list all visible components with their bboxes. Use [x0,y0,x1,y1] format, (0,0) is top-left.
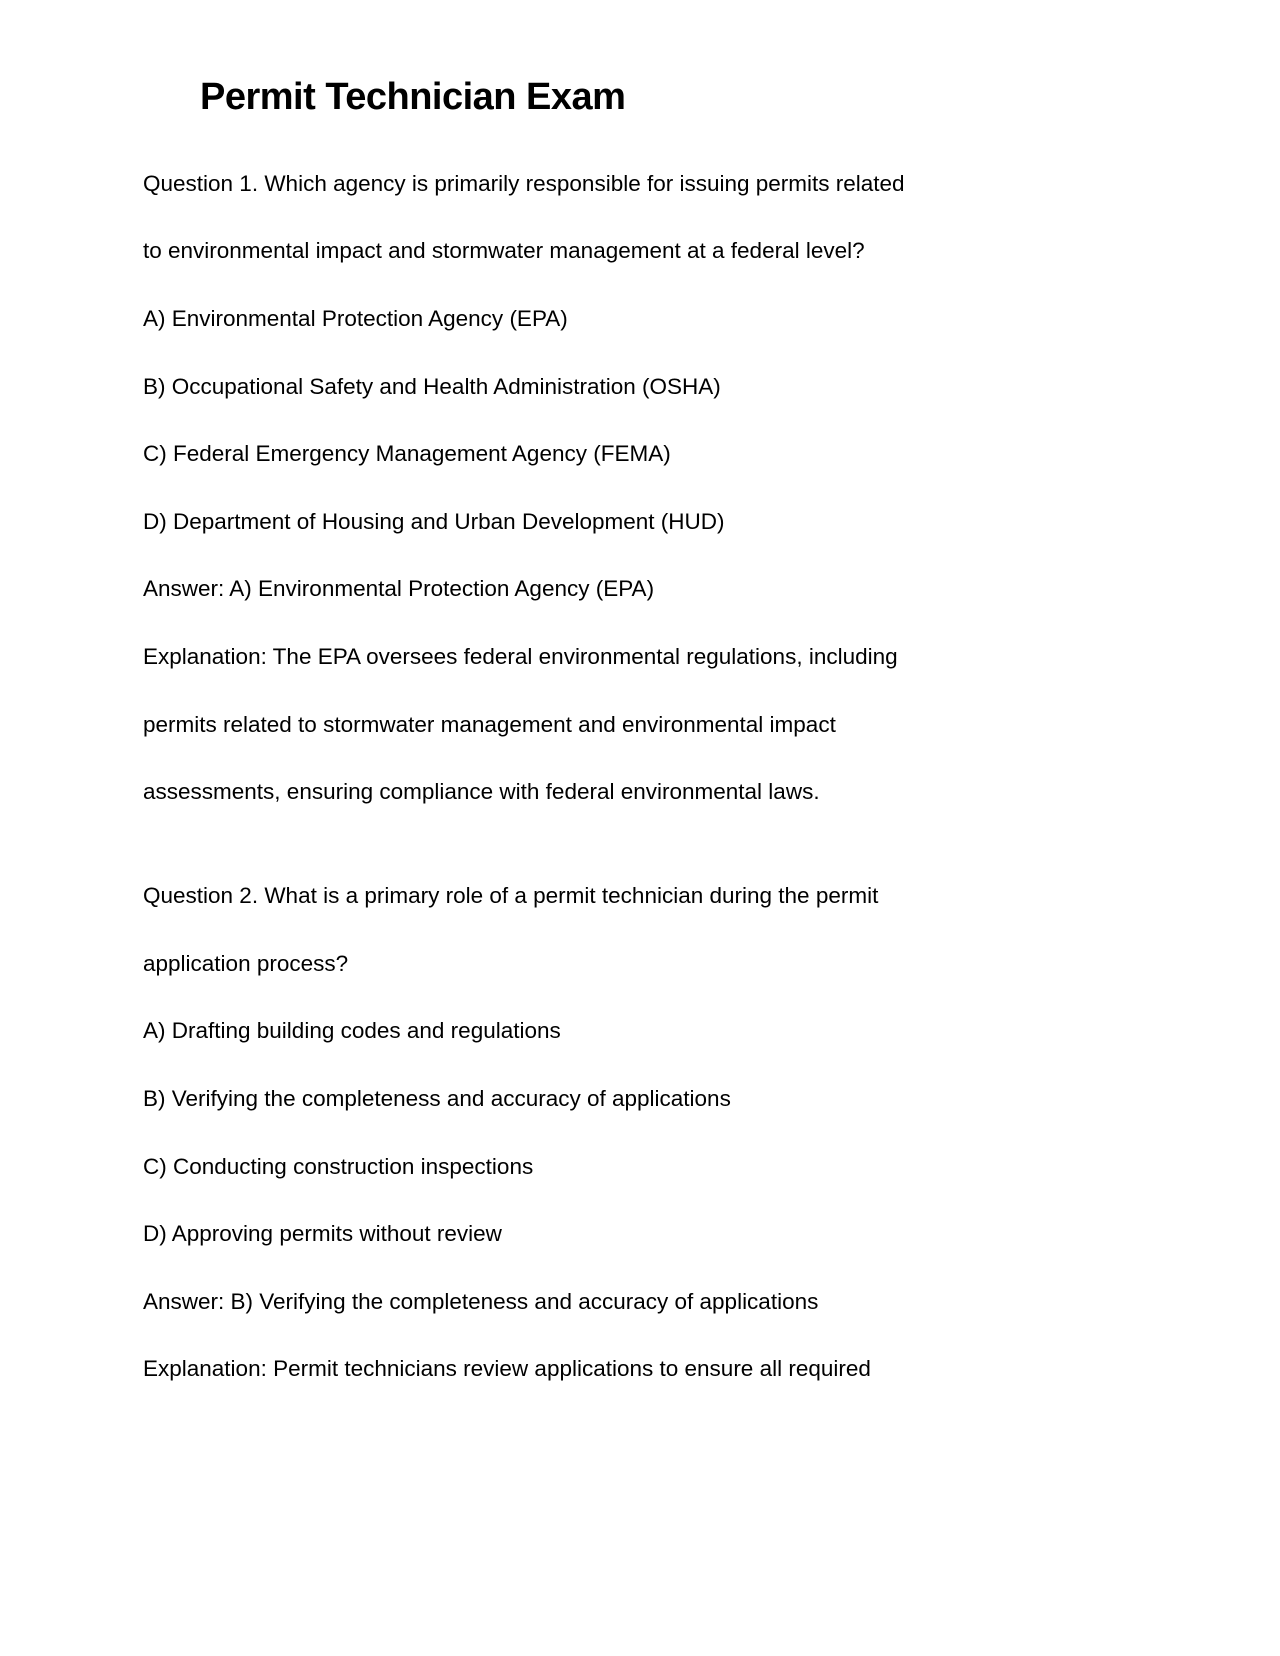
explanation: Explanation: Permit technicians review applications to ensure all required [143,1356,871,1381]
answer: Answer: A) Environmental Protection Agency (EPA) [143,576,655,601]
question-text: application process? [143,951,349,976]
question-text: to environmental impact and stormwater management at a federal level? [143,238,865,263]
explanation: permits related to stormwater management and environmental impact [143,712,836,737]
question-text: Question 1. Which agency is primarily responsible for issuing permits related [143,171,905,196]
option-a: A) Drafting building codes and regulations [143,1018,561,1043]
option-d: D) Department of Housing and Urban Development (HUD) [143,509,725,534]
question-text: Question 2. What is a primary role of a permit technician during the permit [143,883,879,908]
option-b: B) Occupational Safety and Health Administration (OSHA) [143,374,721,399]
option-a: A) Environmental Protection Agency (EPA) [143,306,568,331]
explanation: assessments, ensuring compliance with federal environmental laws. [143,779,820,804]
option-d: D) Approving permits without review [143,1221,502,1246]
explanation: Explanation: The EPA oversees federal environmental regulations, including [143,644,898,669]
option-c: C) Conducting construction inspections [143,1154,534,1179]
option-b: B) Verifying the completeness and accuracy of applications [143,1086,731,1111]
answer: Answer: B) Verifying the completeness and accuracy of applications [143,1289,819,1314]
page-title: Permit Technician Exam [200,76,626,118]
option-c: C) Federal Emergency Management Agency (FEMA) [143,441,671,466]
